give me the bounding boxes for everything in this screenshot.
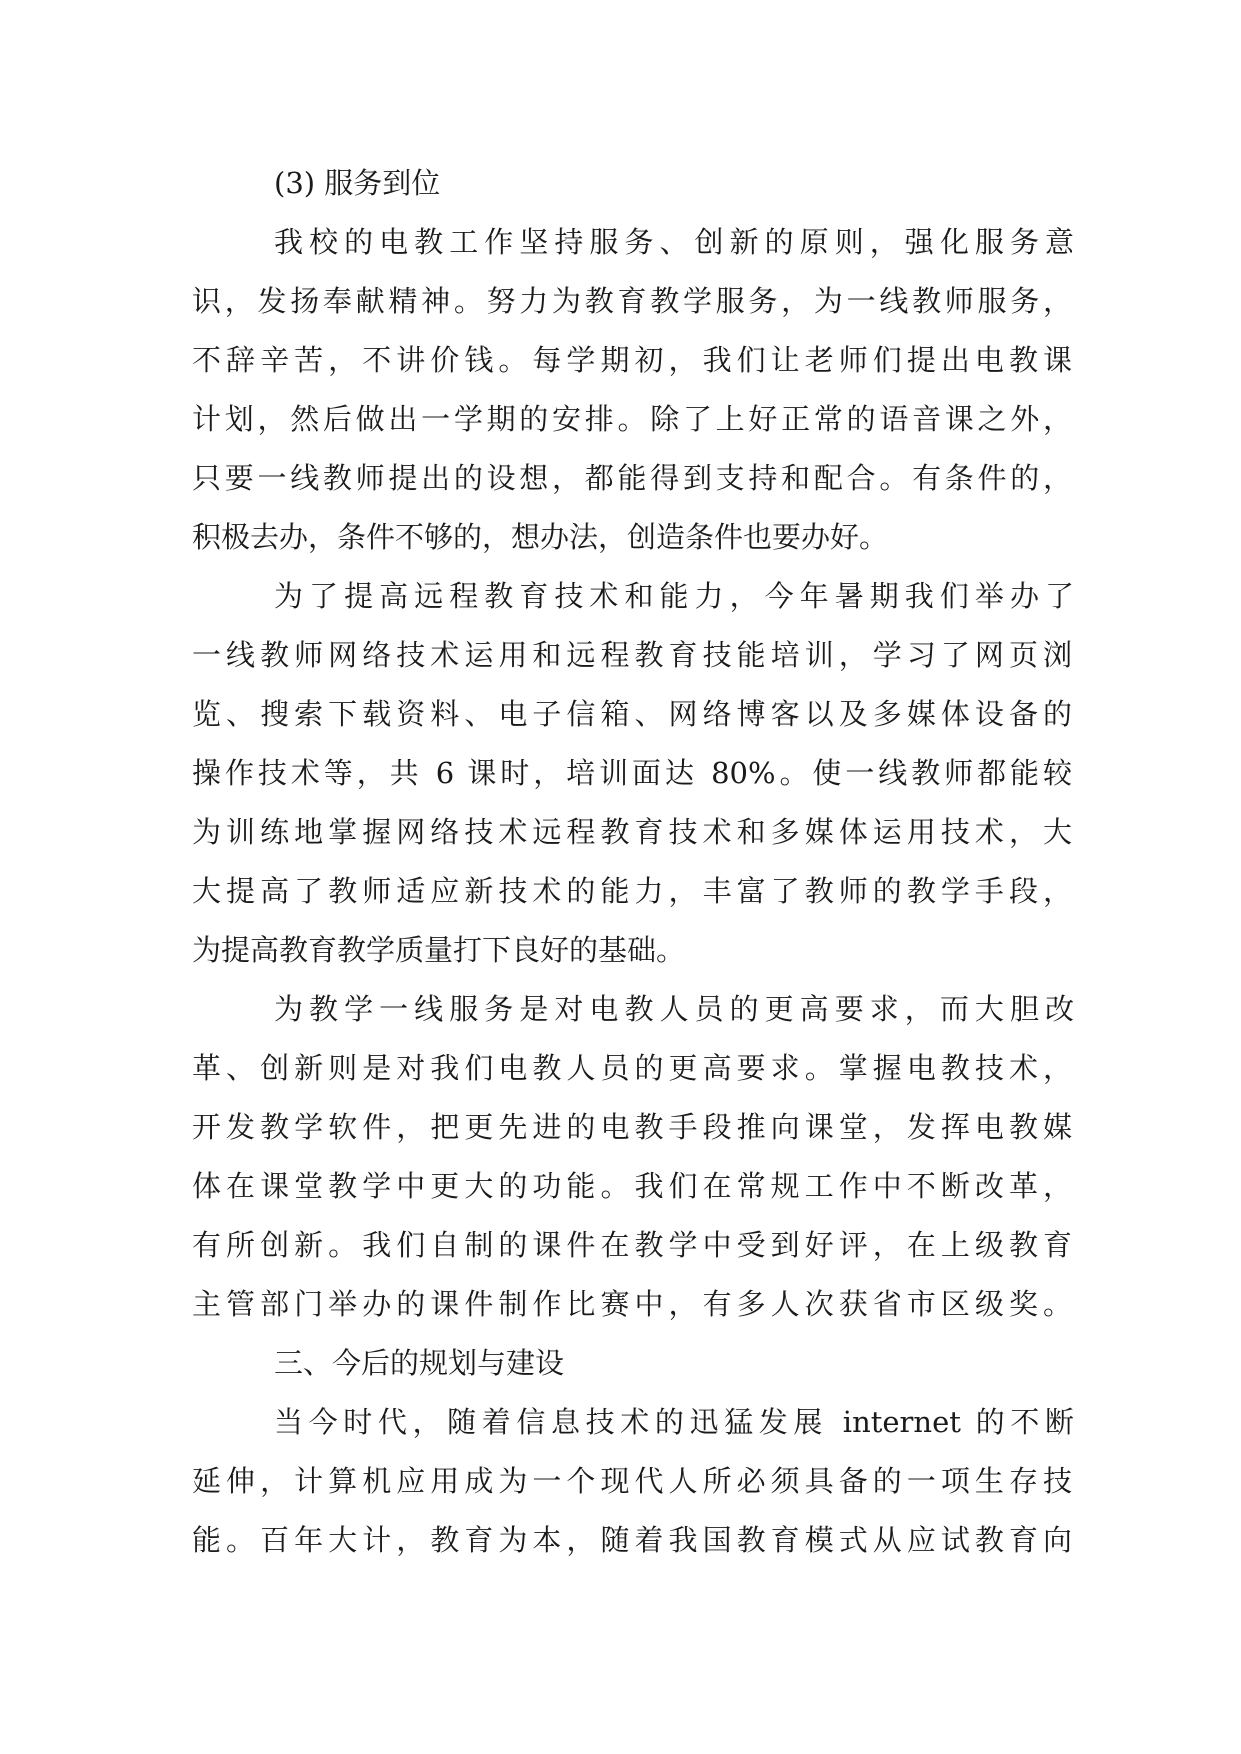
paragraph-line: 为训练地掌握网络技术远程教育技术和多媒体运用技术，大	[192, 815, 1072, 849]
paragraph-line: 大提高了教师适应新技术的能力，丰富了教师的教学手段，	[192, 874, 1072, 908]
paragraph-line: 当今时代，随着信息技术的迅猛发展 internet 的不断	[274, 1405, 1074, 1439]
paragraph-line: 我校的电教工作坚持服务、创新的原则，强化服务意	[274, 225, 1074, 259]
paragraph-line: 不辞辛苦，不讲价钱。每学期初，我们让老师们提出电教课	[192, 343, 1072, 377]
paragraph-line: 开发教学软件，把更先进的电教手段推向课堂，发挥电教媒	[192, 1110, 1072, 1144]
paragraph-line: 体在课堂教学中更大的功能。我们在常规工作中不断改革，	[192, 1169, 1072, 1203]
paragraph-line: 能。百年大计，教育为本，随着我国教育模式从应试教育向	[192, 1523, 1072, 1557]
paragraph-line: 计划，然后做出一学期的安排。除了上好正常的语音课之外，	[192, 402, 1072, 436]
paragraph-line: 识，发扬奉献精神。努力为教育教学服务，为一线教师服务，	[192, 284, 1072, 318]
paragraph-line: 为了提高远程教育技术和能力，今年暑期我们举办了	[274, 579, 1074, 613]
paragraph-line: 延伸，计算机应用成为一个现代人所必须具备的一项生存技	[192, 1464, 1072, 1498]
paragraph-line: 革、创新则是对我们电教人员的更高要求。掌握电教技术，	[192, 1051, 1072, 1085]
paragraph-line: 为教学一线服务是对电教人员的更高要求，而大胆改	[274, 992, 1074, 1026]
section-heading-planning: 三、今后的规划与建设	[274, 1346, 565, 1380]
paragraph-line: 有所创新。我们自制的课件在教学中受到好评，在上级教育	[192, 1228, 1072, 1262]
subheading-service: (3) 服务到位	[274, 166, 441, 200]
paragraph-line: 只要一线教师提出的设想，都能得到支持和配合。有条件的，	[192, 461, 1072, 495]
paragraph-line: 操作技术等，共 6 课时，培训面达 80%。使一线教师都能较	[192, 756, 1072, 790]
paragraph-line: 为提高教育教学质量打下良好的基础。	[192, 933, 686, 967]
paragraph-line: 积极去办，条件不够的，想办法，创造条件也要办好。	[192, 520, 889, 554]
paragraph-line: 览、搜索下载资料、电子信箱、网络博客以及多媒体设备的	[192, 697, 1072, 731]
paragraph-line: 主管部门举办的课件制作比赛中，有多人次获省市区级奖。	[192, 1287, 1072, 1321]
paragraph-line: 一线教师网络技术运用和远程教育技能培训，学习了网页浏	[192, 638, 1072, 672]
